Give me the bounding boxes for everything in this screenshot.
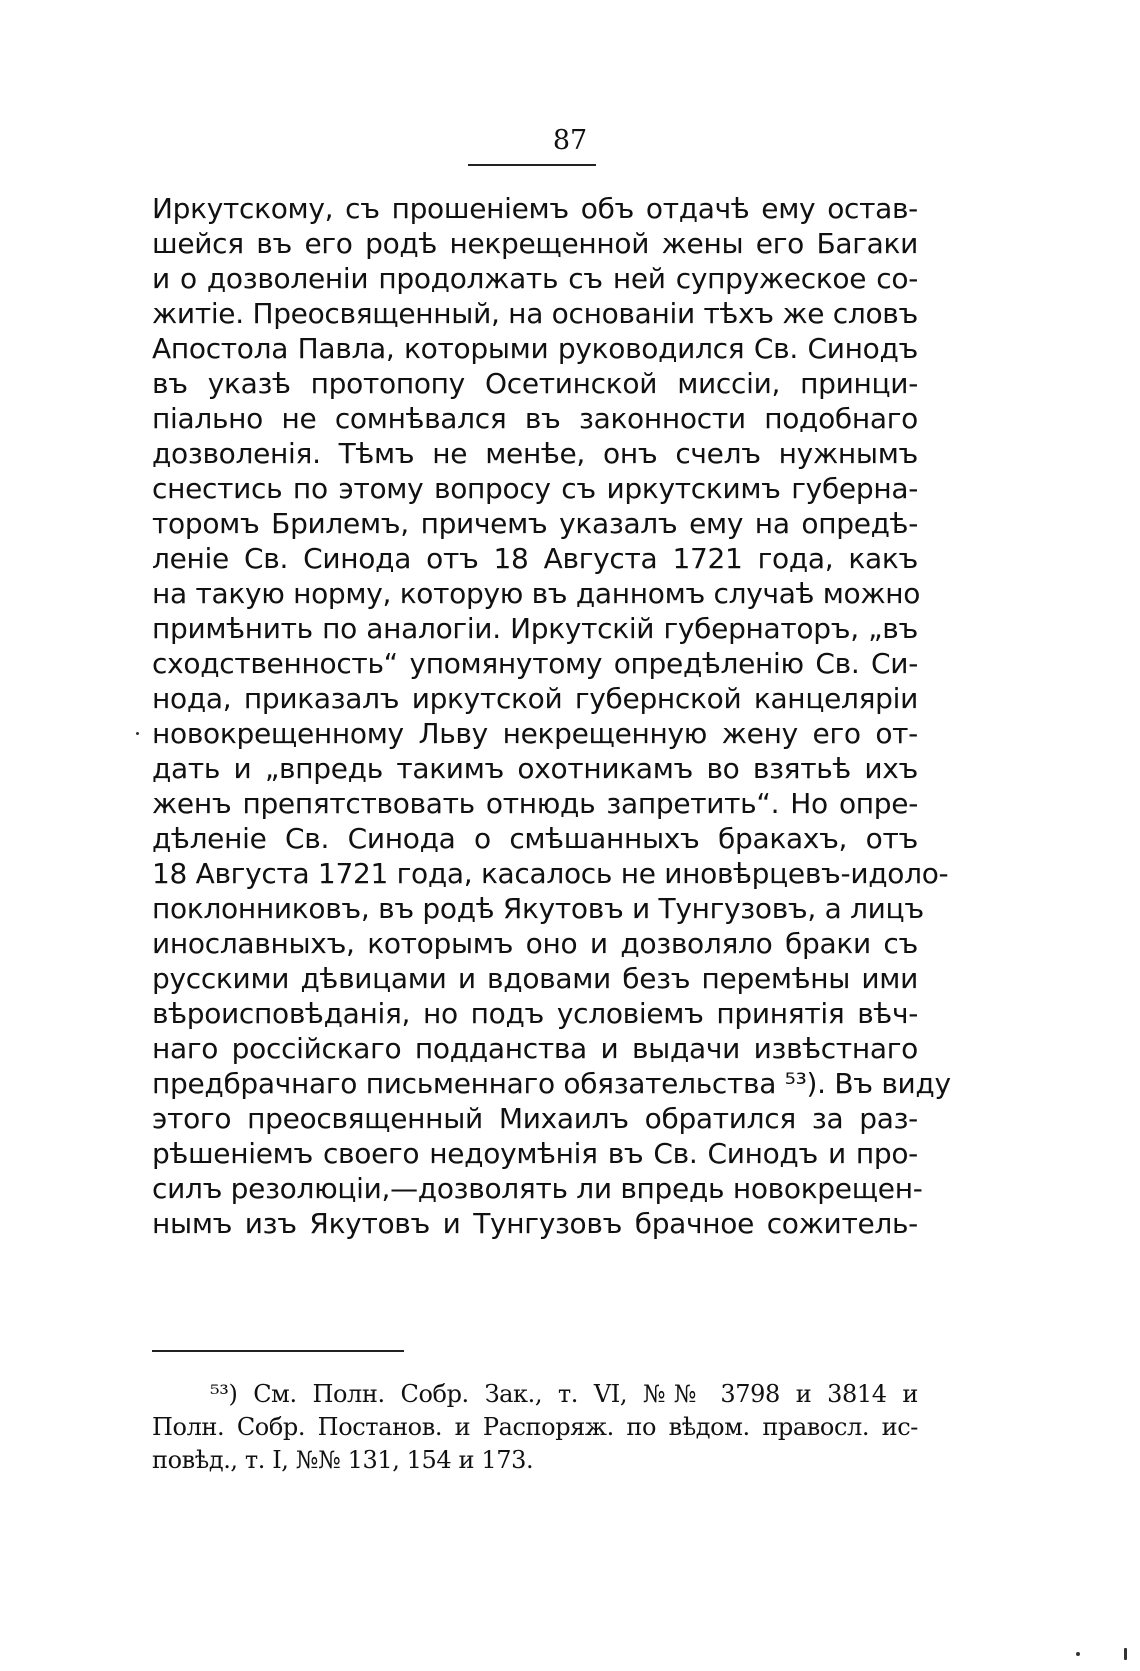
text-line: леніе Св. Синода отъ 18 Августа 1721 года, какъ: [152, 542, 918, 575]
footnote-line: повѣд., т. I, №№ 131, 154 и 173.: [152, 1446, 534, 1474]
text-line: нода, приказалъ иркутской губернской канцеляріи: [152, 682, 918, 715]
text-line: піально не сомнѣвался въ законности подобнаго: [152, 402, 918, 435]
text-line: поклонниковъ, въ родѣ Якутовъ и Тунгузовъ, а лицъ: [152, 892, 924, 925]
text-line: вѣроисповѣданія, но подъ условіемъ принятія вѣч-: [152, 997, 918, 1030]
text-line: Иркутскому, съ прошеніемъ объ отдачѣ ему остав-: [152, 192, 918, 225]
text-line: сходственность“ упомянутому опредѣленію Св. Си-: [152, 647, 918, 680]
scan-speck: [136, 732, 139, 735]
text-line: дать и „впредь такимъ охотникамъ во взятьѣ ихъ: [152, 752, 918, 785]
text-line: силъ резолюціи,—дозволять ли впредь новокрещен-: [152, 1172, 923, 1205]
footnote-line: ⁵³) См. Полн. Собр. Зак., т. VI, №№ 3798 и 3814 и: [210, 1380, 918, 1408]
scan-speck: [1124, 1648, 1127, 1660]
text-line: въ указѣ протопопу Осетинской миссіи, принци-: [152, 367, 918, 400]
text-line: инославныхъ, которымъ оно и дозволяло браки съ: [152, 927, 918, 960]
text-line: шейся въ его родѣ некрещенной жены его Багаки: [152, 227, 918, 260]
text-line: Апостола Павла, которыми руководился Св. Синодъ: [152, 332, 918, 365]
text-line: этого преосвященный Михаилъ обратился за раз-: [152, 1102, 918, 1135]
text-line: дѣленіе Св. Синода о смѣшанныхъ бракахъ, отъ: [152, 822, 918, 855]
text-line: снестись по этому вопросу съ иркутскимъ губерна-: [152, 472, 918, 505]
text-line: 18 Августа 1721 года, касалось не иновѣрцевъ-идоло-: [152, 857, 949, 890]
page-number: 87: [552, 125, 588, 156]
text-line: нымъ изъ Якутовъ и Тунгузовъ брачное сожитель-: [152, 1207, 918, 1240]
text-line: предбрачнаго письменнаго обязательства ⁵³). Въ виду: [152, 1067, 951, 1100]
footnote-separator: [152, 1350, 404, 1352]
scan-speck: [1076, 1652, 1080, 1656]
text-line: новокрещенному Льву некрещенную жену его от-: [152, 717, 918, 750]
text-line: рѣшеніемъ своего недоумѣнія въ Св. Синодъ и про-: [152, 1137, 918, 1170]
text-line: дозволенія. Тѣмъ не менѣе, онъ счелъ нужнымъ: [152, 437, 918, 470]
text-line: и о дозволеніи продолжать съ ней супружеское со-: [152, 262, 918, 295]
footnote-line: Полн. Собр. Постанов. и Распоряж. по вѣдом. правосл. ис-: [152, 1413, 918, 1441]
page-number-rule: [468, 164, 596, 166]
text-line: торомъ Брилемъ, причемъ указалъ ему на опредѣ-: [152, 507, 918, 540]
text-line: русскими дѣвицами и вдовами безъ перемѣны ими: [152, 962, 918, 995]
text-line: на такую норму, которую въ данномъ случаѣ можно: [152, 577, 921, 610]
text-line: примѣнить по аналогіи. Иркутскій губернаторъ, „въ: [152, 612, 918, 645]
text-line: житіе. Преосвященный, на основаніи тѣхъ же словъ: [152, 297, 918, 330]
text-line: наго россійскаго подданства и выдачи извѣстнаго: [152, 1032, 918, 1065]
text-line: женъ препятствовать отнюдь запретить“. Но опре-: [152, 787, 918, 820]
